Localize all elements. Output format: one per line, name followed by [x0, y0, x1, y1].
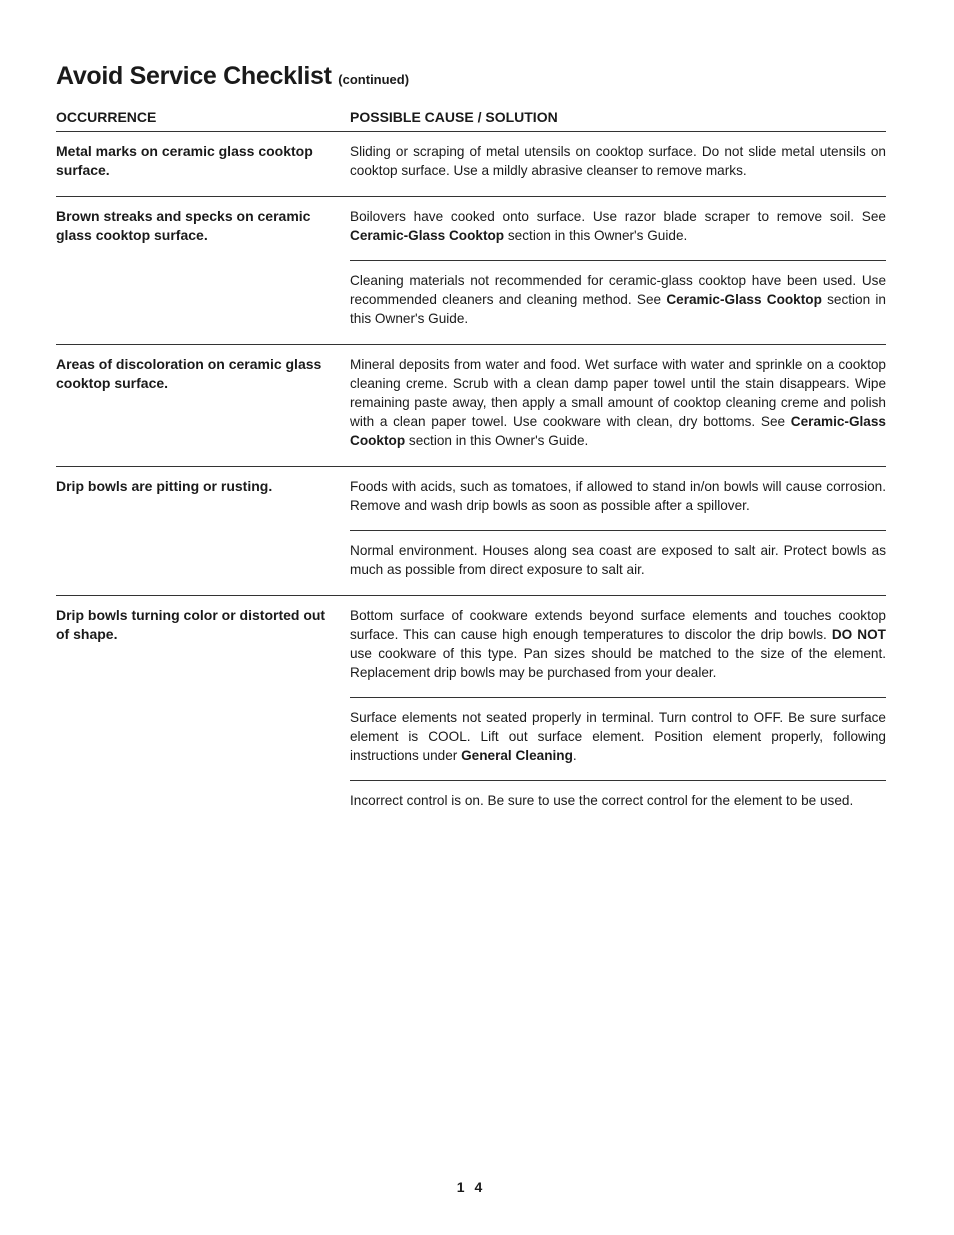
page-title — [56, 62, 886, 91]
occurrence-cell: Metal marks on ceramic glass cooktop surface. — [56, 143, 313, 178]
title-suffix: (continued) — [338, 72, 410, 87]
page-number: 1 4 — [456, 1179, 486, 1195]
checklist-table — [56, 132, 886, 826]
solution-paragraph — [350, 530, 886, 587]
solution-text: Boilovers have cooked onto surface. Use razor blade scraper to remove soil. See — [350, 209, 886, 224]
solution-text: Normal environment. Houses along sea coast are exposed to salt air. Protect bowls as much as possible from direct exposure to salt air. — [350, 543, 886, 577]
solution-cell — [350, 601, 886, 818]
solution-text: use cookware of this type. Pan sizes should be matched to the size of the element. Replacement drip bowls may be purchased from your dealer. — [350, 646, 886, 680]
solution-text: Bottom surface of cookware extends beyond surface elements and touches cooktop surface. This can cause high enough temperatures to discolor the drip bowls. — [350, 608, 886, 642]
solution-paragraph — [350, 601, 886, 690]
header-occurrence: OCCURRENCE — [56, 109, 157, 125]
table-row — [56, 467, 886, 596]
solution-cell — [350, 350, 886, 458]
solution-text: Sliding or scraping of metal utensils on cooktop surface. Do not slide metal utensils on cooktop surface. Use a mildly abrasive cleanser to remove marks. — [350, 144, 886, 178]
solution-text: . — [572, 748, 577, 763]
solution-text: Incorrect control is on. Be sure to use the correct control for the element to be used. — [350, 793, 854, 808]
solution-paragraph — [350, 260, 886, 336]
solution-emphasis: Ceramic-Glass Cooktop — [350, 228, 505, 243]
solution-emphasis: General Cleaning — [461, 748, 573, 763]
solution-text: Foods with acids, such as tomatoes, if allowed to stand in/on bowls will cause corrosion. Remove and wash drip bowls as soon as possible after a spillover. — [350, 479, 886, 513]
solution-cell — [350, 137, 886, 188]
solution-text: section in this Owner's Guide. — [350, 292, 886, 326]
solution-paragraph — [350, 350, 886, 458]
solution-emphasis: DO NOT — [831, 627, 886, 642]
occurrence-cell: Drip bowls turning color or distorted out of shape. — [56, 607, 326, 642]
table-row — [56, 132, 886, 197]
solution-text: section in this Owner's Guide. — [504, 228, 688, 243]
table-row — [56, 596, 886, 826]
table-row — [56, 345, 886, 467]
title-text: Avoid Service Checklist — [56, 62, 332, 90]
solution-paragraph — [350, 697, 886, 773]
solution-text: Surface elements not seated properly in terminal. Turn control to OFF. Be sure surface element is COOL. Lift out surface element. Position element properly, following instructions under — [350, 710, 886, 763]
solution-cell — [350, 472, 886, 587]
solution-cell — [350, 202, 886, 336]
solution-text: Cleaning materials not recommended for ceramic-glass cooktop have been used. Use recommended cleaners and cleaning method. See — [350, 273, 886, 307]
solution-emphasis: Ceramic-Glass Cooktop — [666, 292, 822, 307]
table-row — [56, 197, 886, 345]
table-header — [56, 109, 886, 132]
solution-paragraph — [350, 472, 886, 523]
solution-emphasis: Ceramic-Glass Cooktop — [350, 414, 886, 448]
page — [56, 62, 886, 826]
occurrence-cell: Brown streaks and specks on ceramic glass cooktop surface. — [56, 208, 311, 243]
header-solution: POSSIBLE CAUSE / SOLUTION — [350, 109, 558, 125]
solution-paragraph — [350, 137, 886, 188]
solution-paragraph — [350, 780, 886, 818]
occurrence-cell: Areas of discoloration on ceramic glass cooktop surface. — [56, 356, 322, 391]
solution-text: section in this Owner's Guide. — [405, 433, 589, 448]
solution-text: Mineral deposits from water and food. Wet surface with water and sprinkle on a cooktop cleaning creme. Scrub with a clean damp paper towel until the stain disappears. Wipe remaining paste away, then apply a small amount of cooktop cleaning creme and polish with a clean paper towel. Use cookware with clean, dry bottoms. See — [350, 357, 886, 429]
solution-paragraph — [350, 202, 886, 253]
occurrence-cell: Drip bowls are pitting or rusting. — [56, 478, 273, 494]
